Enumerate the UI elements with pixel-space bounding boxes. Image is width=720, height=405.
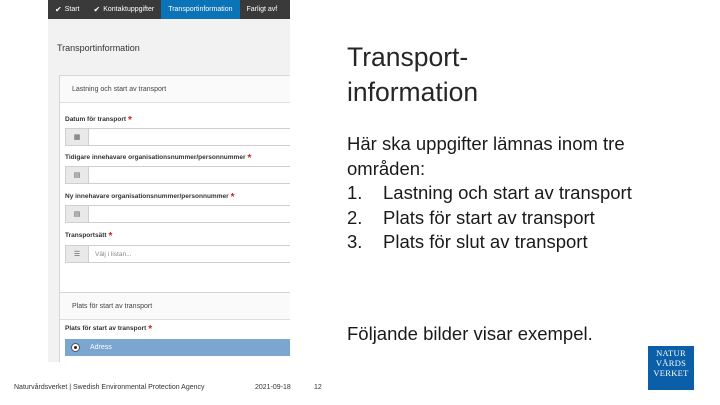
step-label: Start: [64, 6, 80, 13]
logo-text: VERKET: [653, 368, 689, 378]
document-icon: ▤: [66, 167, 89, 183]
radio-option-address[interactable]: [65, 339, 290, 356]
title-line-2: information: [347, 77, 479, 107]
slide-title: [347, 40, 607, 110]
footer-organization: Naturvårdsverket | Swedish Environmental Protection Agency: [14, 384, 205, 391]
calendar-icon[interactable]: ▦: [66, 129, 89, 145]
radio-selected-icon[interactable]: [71, 343, 80, 352]
logo-text: NATUR: [656, 348, 686, 358]
title-line-1: Transport-: [347, 42, 469, 72]
list-item: [347, 181, 677, 206]
checkmark-icon: ✔: [93, 5, 101, 14]
footer-page-number: 12: [314, 384, 322, 391]
field-label-start-location: Plats för start av transport *: [65, 324, 153, 335]
previous-holder-field[interactable]: [65, 166, 290, 184]
form-screenshot: [48, 0, 290, 362]
radio-label: Adress: [90, 344, 112, 351]
step-transportinformation[interactable]: [161, 0, 239, 19]
date-field[interactable]: [65, 128, 290, 146]
footer-date: 2021-09-18: [255, 384, 291, 391]
section-heading: Lastning och start av transport: [60, 76, 290, 103]
step-farligt-avfall[interactable]: [240, 0, 285, 19]
step-label: Kontaktuppgifter: [103, 6, 155, 13]
checkmark-icon: ✔: [55, 5, 62, 14]
list-number: 2.: [347, 206, 363, 228]
list-number: 1.: [347, 182, 363, 203]
section-loading: [59, 75, 290, 299]
step-label: Transportinformation: [168, 6, 233, 13]
list-text: Plats för start av transport: [383, 206, 595, 228]
step-label: Farligt avf: [246, 6, 278, 13]
section-heading: Plats för start av transport: [60, 293, 290, 320]
required-marker: *: [108, 231, 113, 242]
required-marker: *: [230, 192, 235, 203]
intro-text: Här ska uppgifter lämnas inom tre områden:: [347, 133, 625, 179]
step-kontaktuppgifter[interactable]: [87, 0, 162, 19]
section-start-location: [59, 292, 290, 362]
list-number: 3.: [347, 231, 363, 252]
form-page-title: Transportinformation: [57, 43, 140, 53]
field-label-previous-holder: Tidigare innehavare organisationsnummer/personnummer *: [65, 153, 252, 164]
list-text: Plats för slut av transport: [383, 231, 588, 252]
list-icon: ☰: [66, 246, 89, 262]
required-marker: *: [247, 153, 252, 164]
list-item: [347, 206, 677, 231]
logo-text: VÅRDS: [655, 358, 687, 368]
select-placeholder: Välj i listan...: [95, 250, 132, 258]
field-label-date: Datum för transport *: [65, 115, 132, 126]
step-start[interactable]: [48, 0, 87, 19]
field-label-transport-mode: Transportsätt *: [65, 231, 113, 242]
required-marker: *: [128, 115, 132, 126]
naturvardsverket-logo: [648, 346, 694, 390]
transport-mode-select[interactable]: [65, 245, 290, 263]
list-item: [347, 230, 677, 255]
field-label-new-holder: Ny innehavare organisationsnummer/personnummer *: [65, 192, 235, 203]
document-icon: ▤: [66, 206, 89, 222]
list-text: Lastning och start av transport: [383, 182, 632, 203]
new-holder-field[interactable]: [65, 205, 290, 223]
wizard-steps: [48, 0, 290, 19]
slide-body: [347, 132, 677, 255]
area-list: [347, 181, 677, 255]
slide-note: Följande bilder visar exempel.: [347, 323, 593, 344]
required-marker: *: [148, 324, 153, 335]
